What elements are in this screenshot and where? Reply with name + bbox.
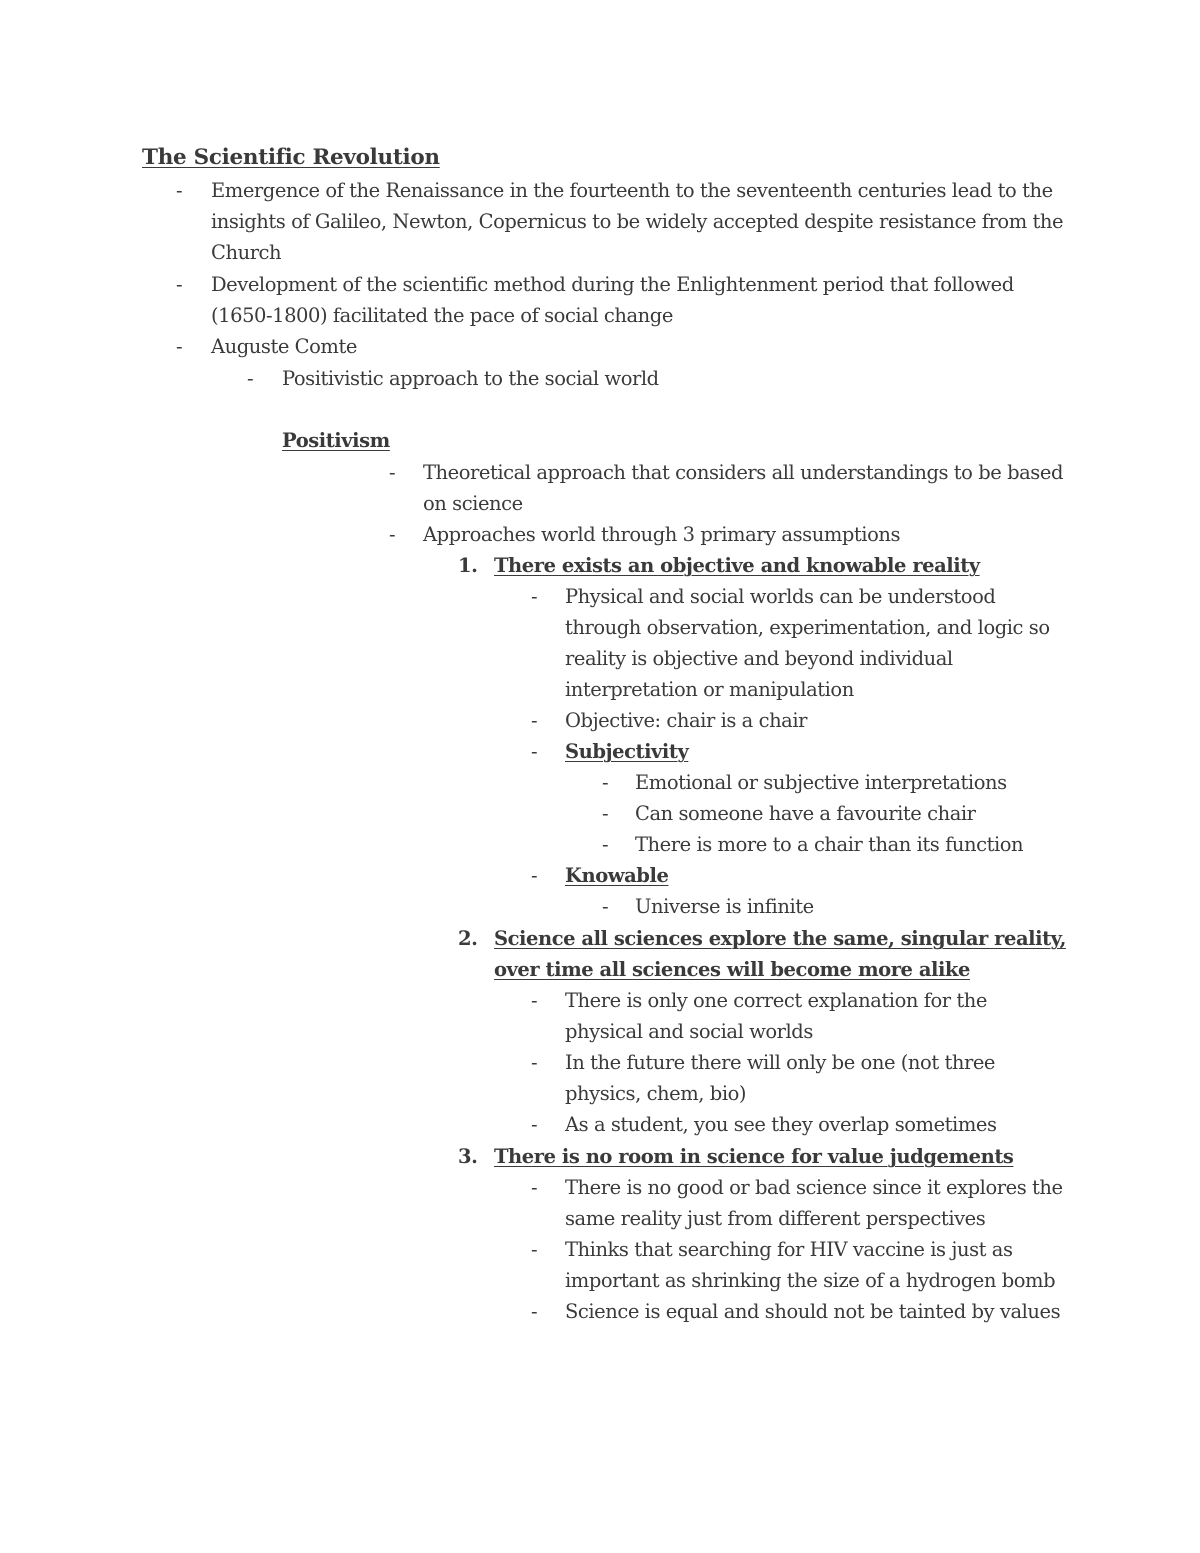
- bullet-dash: -: [602, 771, 609, 794]
- bullet-text: Auguste Comte: [211, 335, 357, 358]
- bullet-dash: -: [531, 740, 538, 763]
- bullet-text: Emotional or subjective interpretations: [635, 771, 1007, 794]
- bullet-text: physical and social worlds: [565, 1020, 813, 1043]
- bullet-text: reality is objective and beyond individual: [565, 647, 953, 670]
- bullet-text: Physical and social worlds can be understood: [565, 585, 996, 608]
- bullet-text: Thinks that searching for HIV vaccine is just as: [565, 1238, 1013, 1261]
- bullet-dash: -: [531, 1113, 538, 1136]
- list-number: 1.: [458, 554, 478, 577]
- bullet-dash: -: [531, 989, 538, 1012]
- bullet-text: physics, chem, bio): [565, 1082, 747, 1105]
- bullet-dash: -: [389, 461, 396, 484]
- section-heading: Positivism: [282, 429, 390, 452]
- bullet-dash: -: [531, 585, 538, 608]
- bullet-dash: -: [531, 1176, 538, 1199]
- assumption-heading: There exists an objective and knowable reality: [494, 554, 980, 577]
- assumption-heading: Science all sciences explore the same, singular reality,: [494, 927, 1066, 950]
- bullet-text: interpretation or manipulation: [565, 678, 854, 701]
- assumption-heading: over time all sciences will become more alike: [494, 958, 970, 981]
- bullet-text: Positivistic approach to the social world: [282, 367, 659, 390]
- bullet-dash: -: [531, 709, 538, 732]
- bullet-text: Theoretical approach that considers all understandings to be based: [423, 461, 1063, 484]
- bullet-text: Development of the scientific method during the Enlightenment period that followed: [211, 273, 1014, 296]
- bullet-text: Approaches world through 3 primary assumptions: [423, 523, 901, 546]
- bullet-dash: -: [531, 1238, 538, 1261]
- bullet-dash: -: [176, 179, 183, 202]
- bullet-text: same reality just from different perspectives: [565, 1207, 986, 1230]
- subheading: Subjectivity: [565, 740, 689, 763]
- bullet-text: There is no good or bad science since it explores the: [565, 1176, 1063, 1199]
- bullet-dash: -: [531, 1300, 538, 1323]
- bullet-dash: -: [176, 273, 183, 296]
- bullet-text: Objective: chair is a chair: [565, 709, 808, 732]
- bullet-dash: -: [176, 335, 183, 358]
- list-number: 2.: [458, 927, 478, 950]
- bullet-dash: -: [247, 367, 254, 390]
- bullet-text: In the future there will only be one (not three: [565, 1051, 996, 1074]
- bullet-text: insights of Galileo, Newton, Copernicus to be widely accepted despite resistance from the: [211, 210, 1064, 233]
- bullet-text: Can someone have a favourite chair: [635, 802, 976, 825]
- bullet-dash: -: [602, 833, 609, 856]
- bullet-dash: -: [389, 523, 396, 546]
- bullet-text: As a student, you see they overlap sometimes: [565, 1113, 997, 1136]
- assumption-heading: There is no room in science for value judgements: [494, 1145, 1014, 1168]
- list-number: 3.: [458, 1145, 478, 1168]
- bullet-dash: -: [602, 802, 609, 825]
- bullet-text: There is more to a chair than its function: [635, 833, 1024, 856]
- bullet-text: There is only one correct explanation for the: [565, 989, 987, 1012]
- bullet-text: on science: [423, 492, 523, 515]
- bullet-text: important as shrinking the size of a hydrogen bomb: [565, 1269, 1056, 1292]
- bullet-text: (1650-1800) facilitated the pace of social change: [211, 304, 673, 327]
- bullet-text: Science is equal and should not be tainted by values: [565, 1300, 1061, 1323]
- bullet-text: Emergence of the Renaissance in the fourteenth to the seventeenth centuries lead to the: [211, 179, 1053, 202]
- bullet-text: Church: [211, 241, 282, 264]
- bullet-text: through observation, experimentation, and logic so: [565, 616, 1050, 639]
- page-title: The Scientific Revolution: [142, 145, 440, 170]
- subheading: Knowable: [565, 864, 669, 887]
- bullet-dash: -: [531, 864, 538, 887]
- bullet-dash: -: [531, 1051, 538, 1074]
- bullet-dash: -: [602, 895, 609, 918]
- bullet-text: Universe is infinite: [635, 895, 814, 918]
